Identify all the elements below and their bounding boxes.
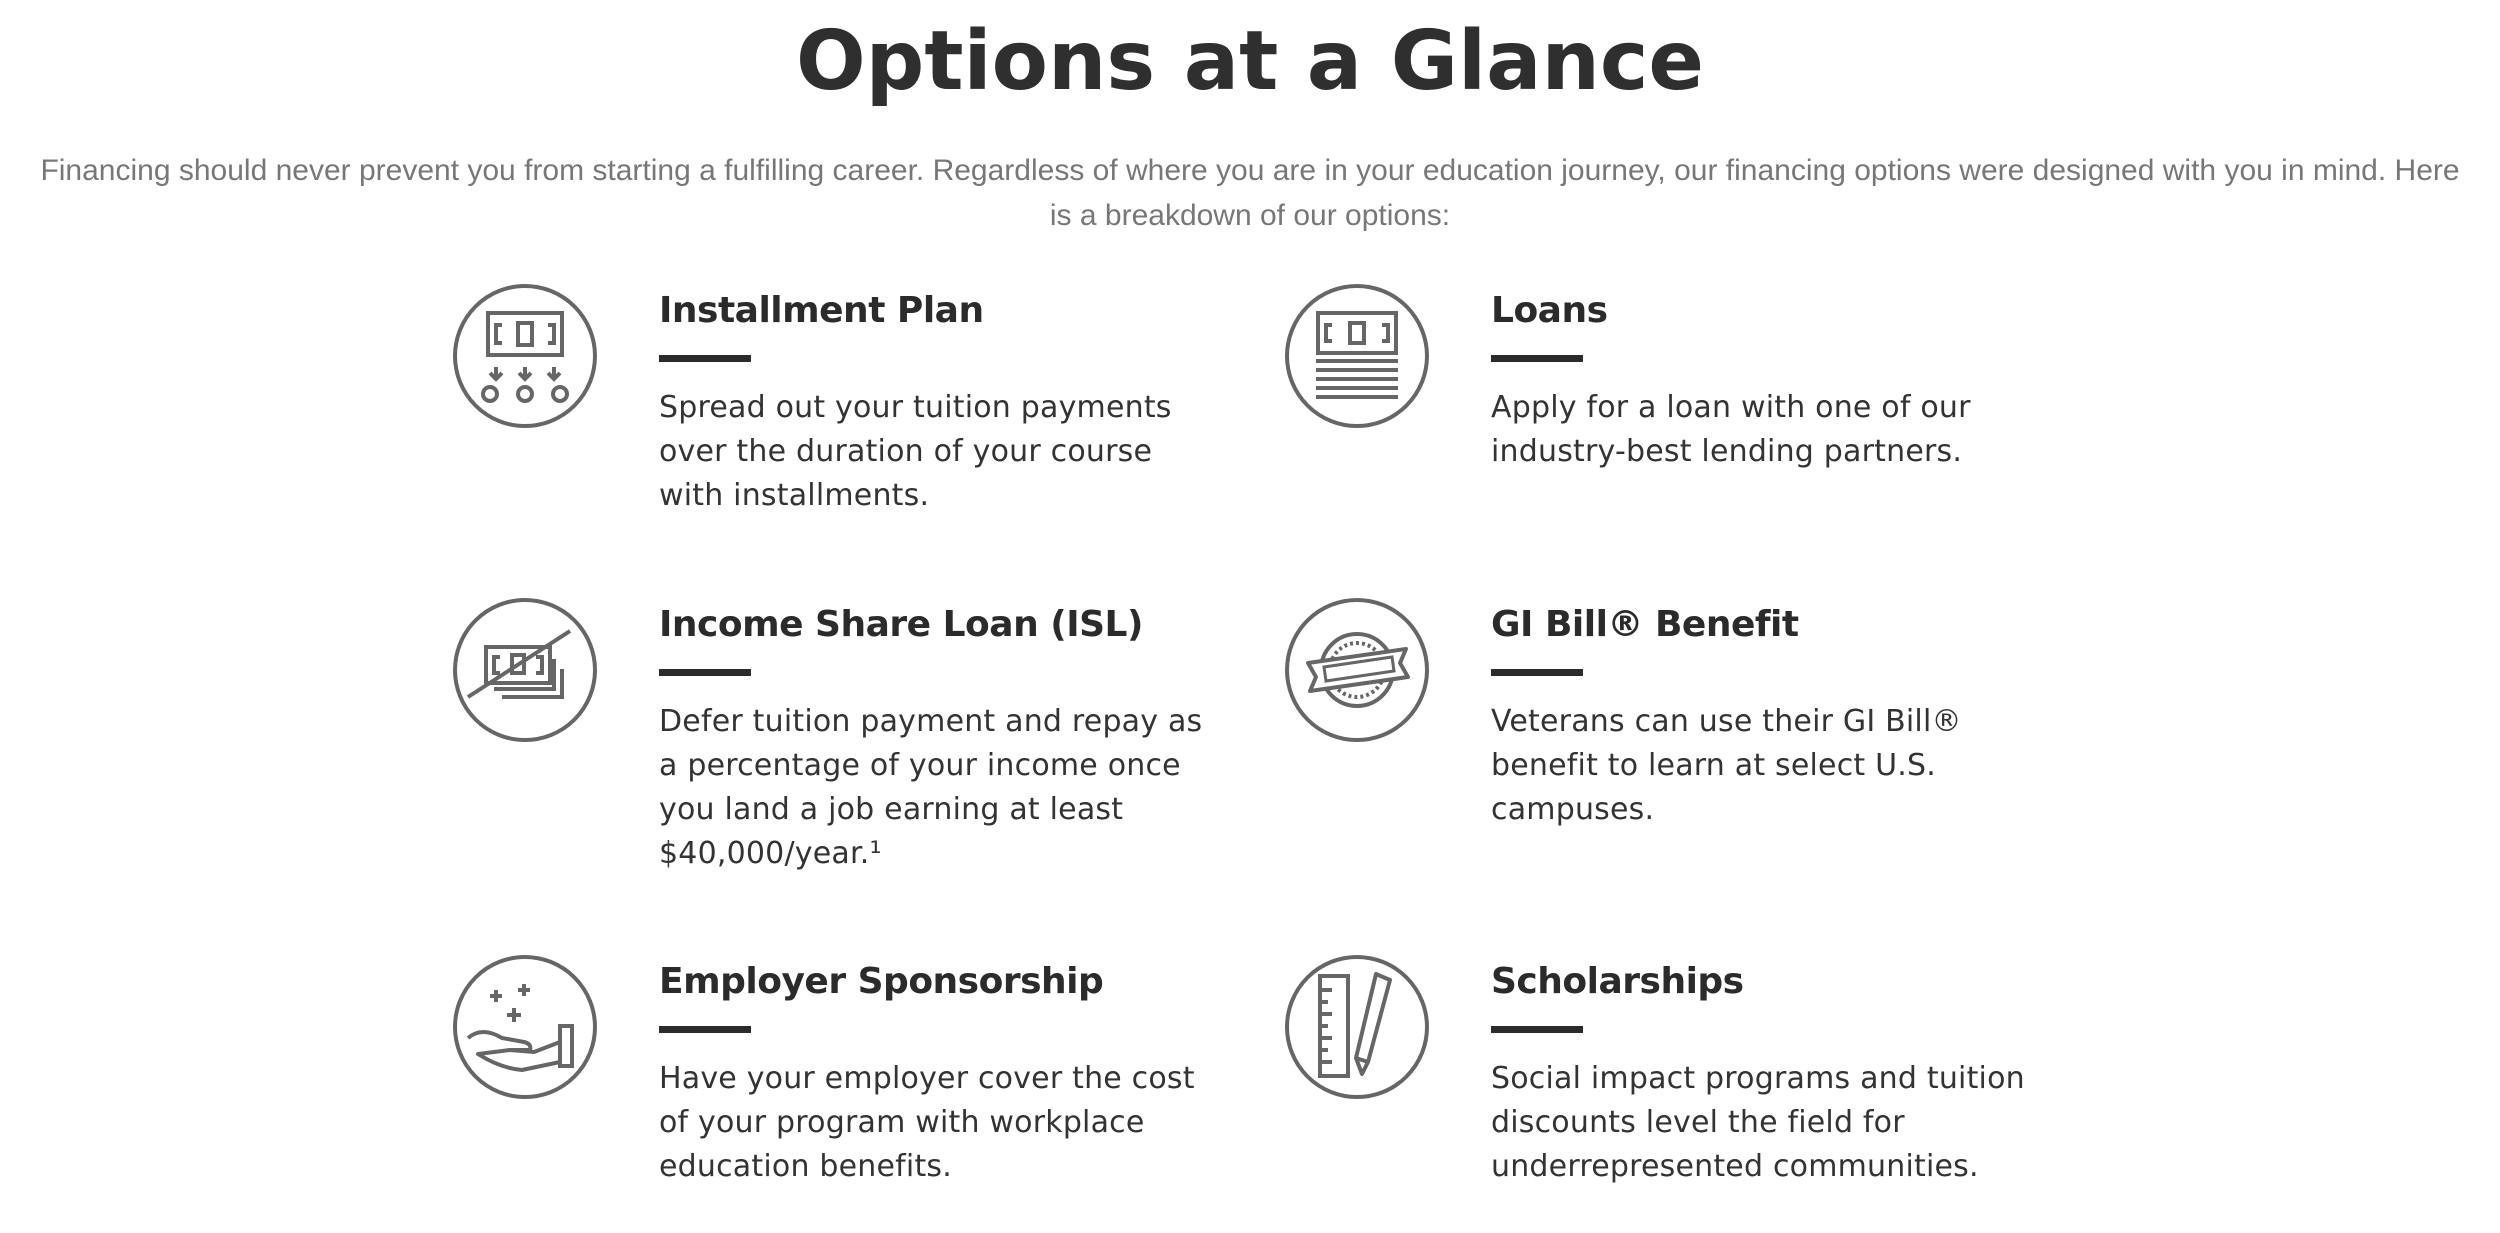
option-title: Employer Sponsorship [659,961,1104,1002]
bill-installments-icon [452,283,598,429]
title-underline [659,669,751,676]
intro-text: Financing should never prevent you from starting a fulfilling career. Regardless of where you are in your education journey, our financing options were designed with you in mind. Here is a breakdown of our options: [40,154,2460,232]
option-description: Spread out your tuition payments over the duration of your course with installments. [659,390,1172,513]
bill-stack-icon [1284,283,1430,429]
option-title: Loans [1491,290,1608,331]
option-description: Veterans can use their GI Bill® benefit to learn at select U.S. campuses. [1491,704,1962,827]
option-title: Installment Plan [659,290,984,331]
option-title: Income Share Loan (ISL) [659,604,1143,645]
option-title: GI Bill® Benefit [1491,604,1799,645]
title-underline [1491,669,1583,676]
title-underline [659,355,751,362]
option-title: Scholarships [1491,961,1744,1002]
ruler-pencil-icon [1284,954,1430,1100]
title-underline [659,1026,751,1033]
title-underline [1491,1026,1583,1033]
ribbon-badge-icon [1284,597,1430,743]
page-title: Options at a Glance [795,14,1705,109]
option-description: Defer tuition payment and repay as a percentage of your income once you land a job earning at least $40,000/year.¹ [659,704,1203,871]
option-description: Apply for a loan with one of our industry-best lending partners. [1491,390,1971,469]
option-description: Social impact programs and tuition discounts level the field for underrepresented communities. [1491,1061,2025,1184]
hand-sparkles-icon [452,954,598,1100]
no-money-icon [452,597,598,743]
option-description: Have your employer cover the cost of your program with workplace education benefits. [659,1061,1195,1184]
title-underline [1491,355,1583,362]
